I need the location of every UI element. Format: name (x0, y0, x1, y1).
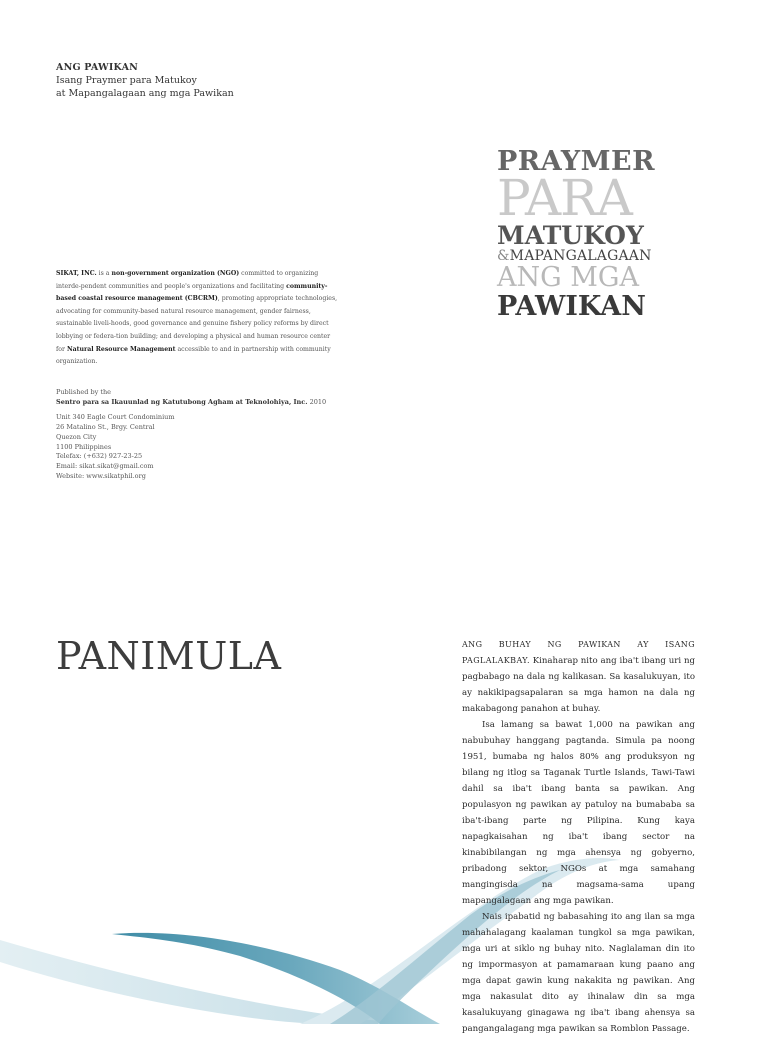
title-matukoy: MATUKOY (497, 221, 644, 250)
address-line-1: Unit 340 Eagle Court Condominium (56, 413, 175, 422)
title-pawikan: PAWIKAN (497, 291, 646, 322)
desc-bold-1: non-government organization (NGO) (111, 270, 240, 277)
title-mapangalagaan-text: MAPANGALAGAAN (509, 248, 652, 264)
address-line-2: 26 Matalino St., Brgy. Central (56, 423, 155, 432)
publisher-address (56, 413, 356, 481)
header-subtitle-1: Isang Praymer para Matukoy (56, 75, 197, 86)
paragraph-3: Nais ipabatid ng babasahing ito ang ilan sa mga mahahalagang kaalaman tungkol sa mga pawikan, mga uri at siklo ng buhay nito. Naglalaman din ito ng impormasyon at pamamaraan kung paano ang mga dapat gawin kung nakakita ng pawikan. Ang mga nakasulat dito ay ihinalaw din sa mga kasalukuyang ginagawa ng iba't ibang ahensya sa pangangalagang mga pawikan sa Romblon Passage. (462, 912, 695, 1034)
publisher-phone: Telefax: (+632) 927-23-25 (56, 452, 143, 461)
desc-text-2: committed to organizing interde-pendent communities and people's organizations and facilitating (56, 270, 319, 290)
publisher-intro: Published by the (56, 388, 112, 396)
paragraph-1 (462, 637, 695, 717)
header-subtitle-2: at Mapangalagaan ang mga Pawikan (56, 88, 234, 99)
org-name: SIKAT, INC. (56, 270, 97, 277)
title-ampersand: & (497, 248, 510, 264)
publisher-org: Sentro para sa Ikauunlad ng Katutubong Agham at Teknolohiya, Inc. (56, 397, 308, 406)
cover-title (497, 148, 667, 320)
header-title: ANG PAWIKAN (56, 62, 139, 73)
document-header (56, 61, 234, 100)
title-para: PARA (497, 169, 632, 227)
publisher-info (56, 388, 356, 481)
publisher-email: Email: sikat.sikat@gmail.com (56, 461, 154, 470)
address-line-3: Quezon City (56, 432, 97, 441)
publisher-year: 2010 (307, 397, 327, 406)
title-praymer: PRAYMER (497, 146, 656, 177)
section-body (462, 637, 695, 1037)
lead-sentence: ANG BUHAY NG PAWIKAN AY ISANG PAGLALAKBAY. (462, 640, 695, 665)
publisher-website: Website: www.sikatphil.org (56, 471, 146, 480)
desc-text-3: , promoting appropriate technologies, advocating for community-based natural resource management, gender fairness, sustainable liveli-hoods, good governance and genuine fishery policy reforms by direct lobbying or federa-tion building; and developing a physical and human resource center for (56, 295, 338, 353)
organization-description (56, 268, 341, 369)
title-ang-mga: ANG MGA (497, 262, 639, 293)
desc-text-4: accessible to and in partnership with community organization. (56, 345, 331, 366)
paragraph-1-rest: Kinaharap nito ang iba't ibang uri ng pagbabago na dala ng kalikasan. Sa kasalukuyan, ito ay nakikipagsapalaran sa mga hamon na dala ng makabagong panahon at buhay. (462, 656, 695, 714)
address-line-4: 1100 Philippines (56, 442, 112, 451)
section-heading: PANIMULA (56, 634, 282, 678)
title-mapangalagaan (497, 249, 667, 263)
paragraph-2: Isa lamang sa bawat 1,000 na pawikan ang nabubuhay hanggang pagtanda. Simula pa noong 1951, bumaba ng halos 80% ang produksyon ng bilang ng itlog sa Taganak Turtle Islands, Tawi-Tawi dahil sa iba't ibang banta sa pawikan. Ang populasyon ng pawikan ay patuloy na bumababa sa iba't-ibang parte ng Pilipina. Kung kaya napagkaisahan ng iba't ibang sector na kinabibilangan ng mga ahensya ng gobyerno, pribadong sektor, NGOs at mga samahang mangingisda na magsama-sama upang mapangalagaan ang mga pawikan. (462, 720, 695, 906)
desc-bold-3: Natural Resource Management (66, 345, 176, 353)
desc-text-1: is a (96, 270, 112, 277)
desc-bold-2: community-based coastal resource management (CBCRM) (56, 282, 328, 303)
